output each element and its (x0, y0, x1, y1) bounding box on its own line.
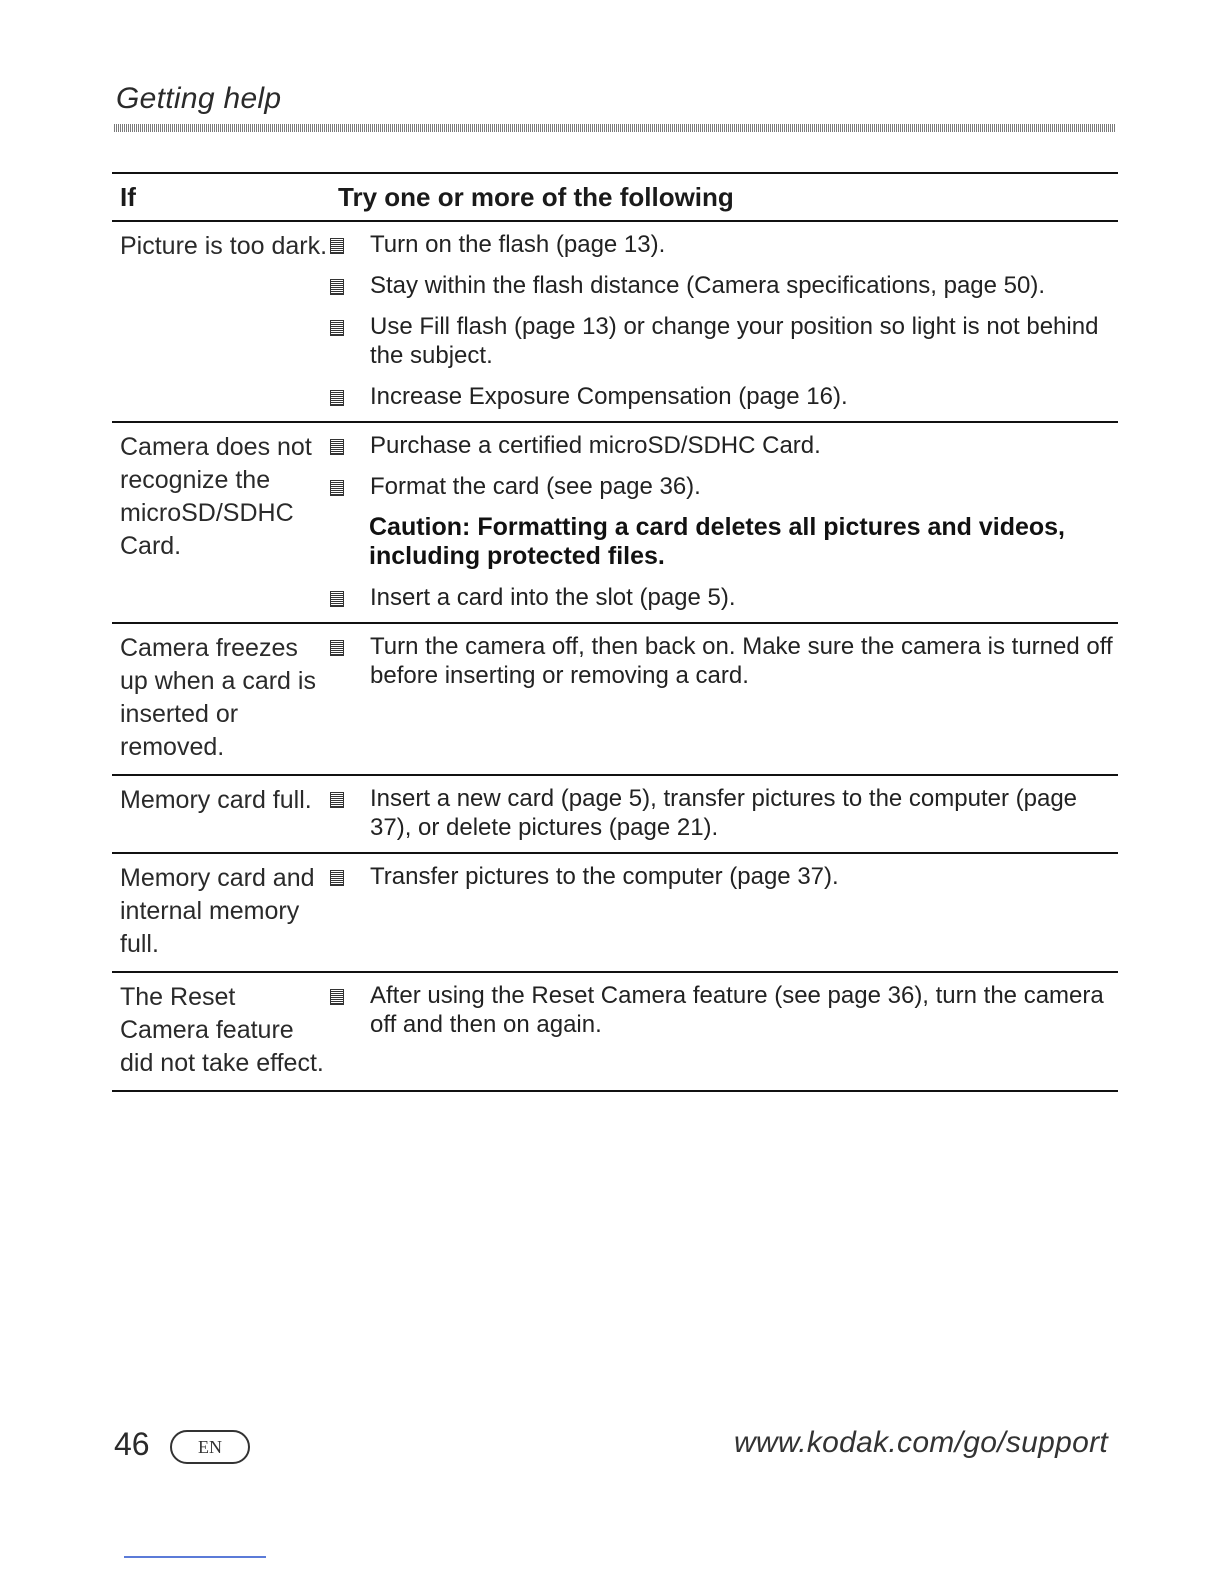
bullet-icon (330, 390, 344, 406)
solution-text: After using the Reset Camera feature (see page 36), turn the camera off and then on again. (370, 982, 1104, 1038)
solution-text: Turn the camera off, then back on. Make sure the camera is turned off before inserting or removing a card. (370, 633, 1113, 689)
bullet-icon (330, 870, 344, 886)
table-row (112, 423, 1118, 624)
row-condition: Camera freezes up when a card is inserted or removed. (120, 634, 316, 761)
header-try: Try one or more of the following (338, 181, 734, 212)
row-solutions (330, 784, 1118, 842)
row-solutions (330, 230, 1118, 411)
row-condition: The Reset Camera feature did not take effect. (120, 983, 324, 1077)
row-solutions (330, 632, 1118, 764)
bullet-icon (330, 279, 344, 295)
caution-text: Caution: Formatting a card deletes all pictures and videos, including protected files. (369, 513, 1065, 570)
bullet-icon (330, 238, 344, 254)
solution-item (330, 981, 1118, 1039)
bullet-icon (330, 439, 344, 455)
title-rule (114, 124, 1116, 132)
solution-item (330, 312, 1118, 370)
solution-text: Format the card (see page 36). (370, 473, 701, 500)
solution-text: Purchase a certified microSD/SDHC Card. (370, 432, 821, 459)
solution-item (330, 784, 1118, 842)
row-condition: Memory card full. (120, 786, 312, 814)
solution-item (330, 632, 1118, 690)
solution-text: Transfer pictures to the computer (page 37). (370, 863, 839, 890)
bullet-icon (330, 480, 344, 496)
bullet-icon (330, 640, 344, 656)
solution-item (330, 230, 1118, 259)
table-row (112, 624, 1118, 776)
troubleshooting-table (112, 172, 1118, 1092)
header-if: If (120, 181, 136, 212)
row-condition: Memory card and internal memory full. (120, 864, 315, 958)
row-solutions (330, 431, 1118, 612)
row-solutions (330, 862, 1118, 961)
bullet-icon (330, 320, 344, 336)
table-row (112, 973, 1118, 1092)
solution-text: Increase Exposure Compensation (page 16). (370, 383, 848, 410)
support-url[interactable]: www.kodak.com/go/support (733, 1426, 1108, 1459)
caution-item (330, 513, 1118, 571)
table-row (112, 854, 1118, 973)
row-condition: Camera does not recognize the microSD/SDHC Card. (120, 433, 312, 560)
solution-text: Insert a card into the slot (page 5). (370, 584, 736, 611)
language-badge: EN (170, 1430, 250, 1464)
solution-item (330, 431, 1118, 460)
solution-item (330, 862, 1118, 891)
bullet-icon (330, 792, 344, 808)
solution-text: Turn on the flash (page 13). (370, 231, 666, 258)
solution-text: Use Fill flash (page 13) or change your position so light is not behind the subject. (370, 313, 1099, 369)
table-row (112, 222, 1118, 423)
solution-text: Insert a new card (page 5), transfer pictures to the computer (page 37), or delete pictures (page 21). (370, 785, 1078, 841)
page-number: 46 (114, 1426, 150, 1462)
section-title: Getting help (116, 82, 282, 115)
table-row (112, 776, 1118, 854)
bullet-icon (330, 989, 344, 1005)
solution-text: Stay within the flash distance (Camera specifications, page 50). (370, 272, 1046, 299)
table-header (112, 172, 1118, 222)
row-condition: Picture is too dark. (120, 232, 328, 260)
solution-item (330, 382, 1118, 411)
solution-item (330, 583, 1118, 612)
bullet-icon (330, 591, 344, 607)
row-solutions (330, 981, 1118, 1080)
solution-item (330, 472, 1118, 501)
bottom-accent-line (124, 1556, 266, 1558)
solution-item (330, 271, 1118, 300)
